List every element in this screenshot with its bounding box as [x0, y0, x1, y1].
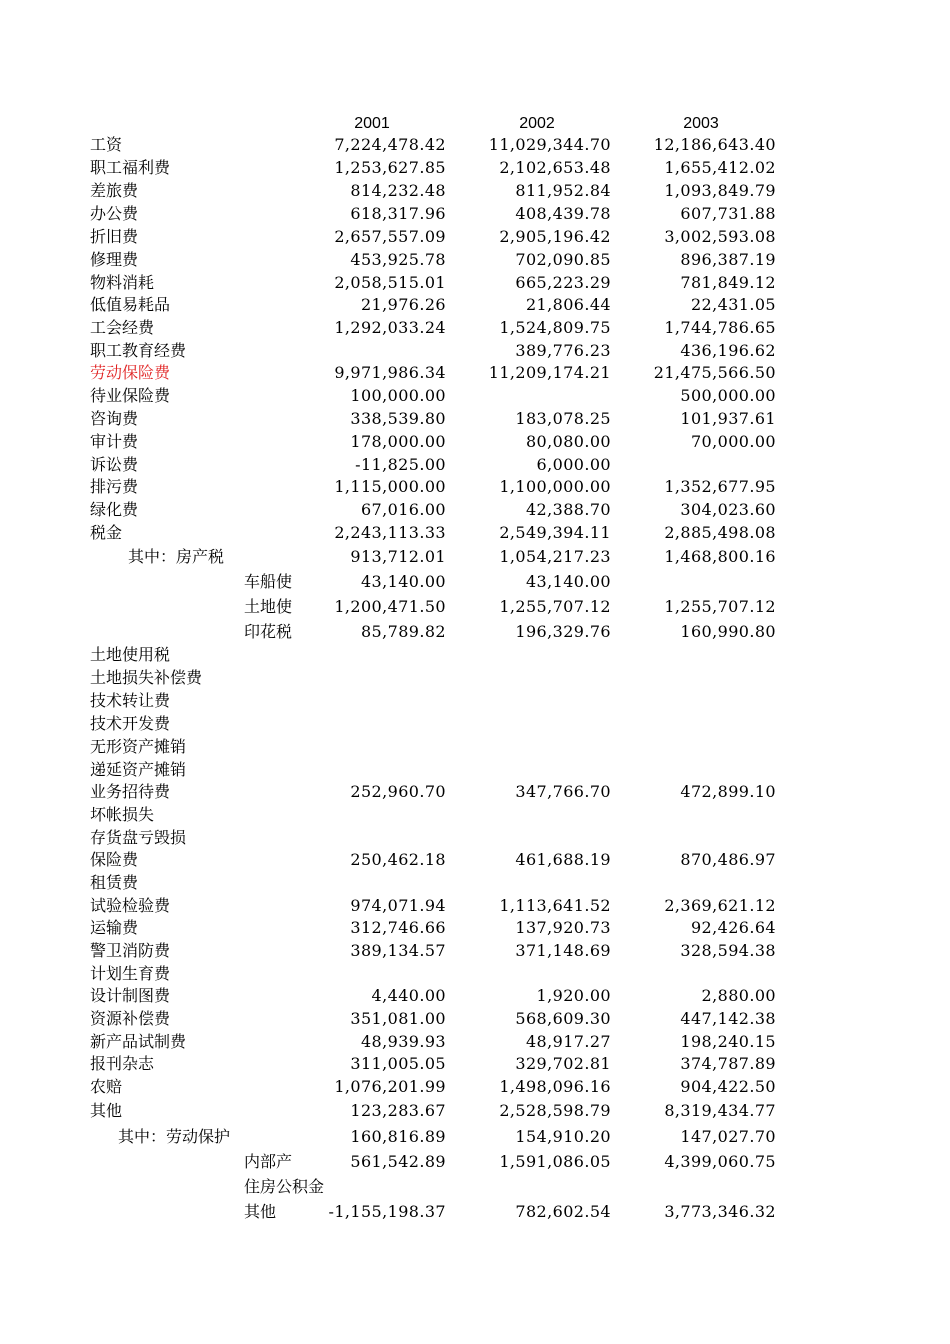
- table-row: [0, 340, 950, 362]
- value-2003: 896,387.19: [680, 250, 776, 269]
- value-2002: 2,905,196.42: [499, 227, 611, 246]
- value-2002: 347,766.70: [515, 782, 611, 801]
- table-row: [0, 985, 950, 1007]
- table-row: [0, 917, 950, 939]
- year-header-2003: 2003: [683, 115, 719, 132]
- value-2002: 1,054,217.23: [499, 547, 611, 566]
- table-row: [0, 713, 950, 735]
- value-2003: 92,426.64: [690, 918, 776, 937]
- row-label: 审计费: [90, 432, 139, 451]
- value-2002: 6,000.00: [536, 455, 611, 474]
- value-2001: 2,657,557.09: [334, 227, 446, 246]
- row-label: 职工福利费: [90, 158, 171, 177]
- row-label: 税金: [90, 523, 123, 542]
- value-2003: 12,186,643.40: [653, 135, 776, 154]
- value-2003: 472,899.10: [680, 782, 776, 801]
- value-2003: 1,093,849.79: [664, 181, 776, 200]
- value-2003: 1,352,677.95: [664, 477, 776, 496]
- table-row: [0, 759, 950, 781]
- value-2001: 1,200,471.50: [334, 597, 446, 616]
- value-2002: 1,498,096.16: [499, 1077, 611, 1096]
- value-2003: 160,990.80: [680, 622, 776, 641]
- value-2002: 183,078.25: [515, 409, 611, 428]
- value-2003: 500,000.00: [680, 386, 776, 405]
- table-row: [0, 1076, 950, 1098]
- value-2001: 85,789.82: [360, 622, 446, 641]
- value-2001: 9,971,986.34: [334, 363, 446, 382]
- row-label: 低值易耗品: [90, 295, 171, 314]
- value-2002: 1,524,809.75: [499, 318, 611, 337]
- value-2002: 2,549,394.11: [499, 523, 611, 542]
- table-row: [0, 571, 950, 593]
- table-row: [0, 1201, 950, 1223]
- value-2002: 2,528,598.79: [499, 1101, 611, 1120]
- value-2001: 123,283.67: [350, 1101, 446, 1120]
- value-2003: 22,431.05: [690, 295, 776, 314]
- table-row: [0, 895, 950, 917]
- value-2002: 1,113,641.52: [499, 896, 611, 915]
- value-2001: -11,825.00: [355, 455, 446, 474]
- row-label: 试验检验费: [90, 896, 171, 915]
- table-row: [0, 781, 950, 803]
- row-label: 技术开发费: [90, 714, 171, 733]
- row-label: 工会经费: [90, 318, 155, 337]
- value-2003: 3,773,346.32: [664, 1202, 776, 1221]
- value-2003: 328,594.38: [680, 941, 776, 960]
- table-row: [0, 294, 950, 316]
- row-label: 物料消耗: [90, 273, 155, 292]
- row-label: 坏帐损失: [90, 805, 155, 824]
- value-2001: 338,539.80: [350, 409, 446, 428]
- value-2001: 814,232.48: [350, 181, 446, 200]
- value-2002: 568,609.30: [515, 1009, 611, 1028]
- value-2001: 1,115,000.00: [334, 477, 446, 496]
- value-2003: 2,369,621.12: [664, 896, 776, 915]
- row-label: 折旧费: [90, 227, 139, 246]
- value-2003: 607,731.88: [680, 204, 776, 223]
- table-row: [0, 226, 950, 248]
- value-2001: 1,253,627.85: [334, 158, 446, 177]
- value-2002: 137,920.73: [515, 918, 611, 937]
- value-2001: 561,542.89: [350, 1152, 446, 1171]
- value-2001: 250,462.18: [350, 850, 446, 869]
- table-row: [0, 454, 950, 476]
- value-2002: 11,029,344.70: [488, 135, 611, 154]
- value-2003: 4,399,060.75: [664, 1152, 776, 1171]
- row-label: 修理费: [90, 250, 139, 269]
- value-2002: 1,100,000.00: [499, 477, 611, 496]
- value-2002: 461,688.19: [515, 850, 611, 869]
- table-row: [0, 804, 950, 826]
- table-row: [0, 736, 950, 758]
- value-2002: 11,209,174.21: [488, 363, 611, 382]
- value-2003: 2,885,498.08: [664, 523, 776, 542]
- table-row: [0, 272, 950, 294]
- row-label: 无形资产摊销: [90, 737, 187, 756]
- table-row: [0, 1176, 950, 1198]
- value-2002: 1,255,707.12: [499, 597, 611, 616]
- value-2002: 80,080.00: [525, 432, 611, 451]
- value-2003: 1,468,800.16: [664, 547, 776, 566]
- table-row: [0, 249, 950, 271]
- row-label: 警卫消防费: [90, 941, 171, 960]
- value-2003: 781,849.12: [680, 273, 776, 292]
- row-label: 资源补偿费: [90, 1009, 171, 1028]
- row-label: 设计制图费: [90, 986, 171, 1005]
- value-2001: 7,224,478.42: [334, 135, 446, 154]
- row-label: 土地使用税: [90, 645, 171, 664]
- table-row: [0, 1008, 950, 1030]
- value-2001: 453,925.78: [350, 250, 446, 269]
- row-label: 差旅费: [90, 181, 139, 200]
- table-row: [0, 362, 950, 384]
- row-label: 住房公积金: [244, 1177, 325, 1196]
- table-row: [0, 134, 950, 156]
- year-header-2002: 2002: [519, 115, 555, 132]
- value-2001: 252,960.70: [350, 782, 446, 801]
- value-2001: 2,243,113.33: [334, 523, 446, 542]
- row-label: 存货盘亏毁损: [90, 828, 187, 847]
- row-label: 待业保险费: [90, 386, 171, 405]
- table-row: [0, 476, 950, 498]
- row-label: 递延资产摊销: [90, 760, 187, 779]
- value-2003: 1,744,786.65: [664, 318, 776, 337]
- value-2002: 1,591,086.05: [499, 1152, 611, 1171]
- value-2003: 374,787.89: [680, 1054, 776, 1073]
- value-2002: 154,910.20: [515, 1127, 611, 1146]
- value-2001: 1,292,033.24: [334, 318, 446, 337]
- table-row: [0, 317, 950, 339]
- row-label: 工资: [90, 135, 123, 154]
- row-label: 车船使: [244, 572, 293, 591]
- row-label: 技术转让费: [90, 691, 171, 710]
- value-2001: 351,081.00: [350, 1009, 446, 1028]
- table-row: [0, 203, 950, 225]
- value-2003: 2,880.00: [701, 986, 776, 1005]
- value-2001: -1,155,198.37: [328, 1202, 446, 1221]
- row-label: 土地损失补偿费: [90, 668, 203, 687]
- value-2001: 312,746.66: [350, 918, 446, 937]
- table-row: [0, 1100, 950, 1122]
- row-label: 其他: [90, 1101, 123, 1120]
- value-2002: 196,329.76: [515, 622, 611, 641]
- row-label: 计划生育费: [90, 964, 171, 983]
- value-2002: 48,917.27: [525, 1032, 611, 1051]
- value-2002: 43,140.00: [525, 572, 611, 591]
- row-label: 其他: [244, 1202, 277, 1221]
- table-row: [0, 180, 950, 202]
- value-2003: 8,319,434.77: [664, 1101, 776, 1120]
- value-2001: 160,816.89: [350, 1127, 446, 1146]
- value-2001: 2,058,515.01: [334, 273, 446, 292]
- value-2002: 665,223.29: [515, 273, 611, 292]
- row-label: 印花税: [244, 622, 293, 641]
- row-label: 诉讼费: [90, 455, 139, 474]
- table-row: [0, 546, 950, 568]
- value-2001: 389,134.57: [350, 941, 446, 960]
- value-2002: 371,148.69: [515, 941, 611, 960]
- table-row: [0, 644, 950, 666]
- value-2003: 870,486.97: [680, 850, 776, 869]
- table-row: [0, 690, 950, 712]
- value-2001: 21,976.26: [360, 295, 446, 314]
- value-2002: 389,776.23: [515, 341, 611, 360]
- value-2001: 48,939.93: [360, 1032, 446, 1051]
- value-2002: 702,090.85: [515, 250, 611, 269]
- table-row: [0, 667, 950, 689]
- row-label: 内部产: [244, 1152, 293, 1171]
- value-2002: 42,388.70: [525, 500, 611, 519]
- row-label: 绿化费: [90, 500, 139, 519]
- value-2003: 447,142.38: [680, 1009, 776, 1028]
- value-2003: 21,475,566.50: [653, 363, 776, 382]
- value-2002: 1,920.00: [536, 986, 611, 1005]
- value-2003: 1,255,707.12: [664, 597, 776, 616]
- value-2003: 3,002,593.08: [664, 227, 776, 246]
- table-row: [0, 522, 950, 544]
- row-label: 其中：房产税: [128, 547, 225, 566]
- table-row: [0, 596, 950, 618]
- value-2003: 436,196.62: [680, 341, 776, 360]
- row-label: 其中：劳动保护: [118, 1127, 231, 1146]
- table-row: [0, 499, 950, 521]
- row-label: 劳动保险费: [90, 363, 171, 382]
- row-label: 职工教育经费: [90, 341, 187, 360]
- value-2001: 618,317.96: [350, 204, 446, 223]
- table-row: [0, 872, 950, 894]
- table-row: [0, 408, 950, 430]
- value-2001: 43,140.00: [360, 572, 446, 591]
- row-label: 运输费: [90, 918, 139, 937]
- table-row: [0, 621, 950, 643]
- value-2003: 101,937.61: [680, 409, 776, 428]
- table-row: [0, 940, 950, 962]
- row-label: 租赁费: [90, 873, 139, 892]
- value-2002: 329,702.81: [515, 1054, 611, 1073]
- value-2003: 1,655,412.02: [664, 158, 776, 177]
- row-label: 农赔: [90, 1077, 123, 1096]
- value-2002: 811,952.84: [515, 181, 611, 200]
- value-2001: 178,000.00: [350, 432, 446, 451]
- table-row: [0, 1126, 950, 1148]
- row-label: 保险费: [90, 850, 139, 869]
- table-row: [0, 157, 950, 179]
- table-row: [0, 1151, 950, 1173]
- value-2003: 904,422.50: [680, 1077, 776, 1096]
- value-2001: 67,016.00: [360, 500, 446, 519]
- value-2001: 100,000.00: [350, 386, 446, 405]
- table-row: [0, 385, 950, 407]
- row-label: 咨询费: [90, 409, 139, 428]
- value-2003: 70,000.00: [690, 432, 776, 451]
- row-label: 新产品试制费: [90, 1032, 187, 1051]
- value-2001: 974,071.94: [350, 896, 446, 915]
- value-2003: 147,027.70: [680, 1127, 776, 1146]
- value-2002: 408,439.78: [515, 204, 611, 223]
- table-row: [0, 849, 950, 871]
- row-label: 报刊杂志: [90, 1054, 155, 1073]
- value-2003: 304,023.60: [680, 500, 776, 519]
- table-row: [0, 1053, 950, 1075]
- row-label: 土地使: [244, 597, 293, 616]
- row-label: 排污费: [90, 477, 139, 496]
- value-2001: 4,440.00: [371, 986, 446, 1005]
- year-header-2001: 2001: [354, 115, 390, 132]
- row-label: 业务招待费: [90, 782, 171, 801]
- value-2001: 1,076,201.99: [334, 1077, 446, 1096]
- value-2001: 913,712.01: [350, 547, 446, 566]
- table-row: [0, 431, 950, 453]
- row-label: 办公费: [90, 204, 139, 223]
- value-2002: 2,102,653.48: [499, 158, 611, 177]
- value-2002: 782,602.54: [515, 1202, 611, 1221]
- value-2003: 198,240.15: [680, 1032, 776, 1051]
- table-row: [0, 827, 950, 849]
- table-row: [0, 963, 950, 985]
- value-2001: 311,005.05: [350, 1054, 446, 1073]
- table-row: [0, 1031, 950, 1053]
- value-2002: 21,806.44: [525, 295, 611, 314]
